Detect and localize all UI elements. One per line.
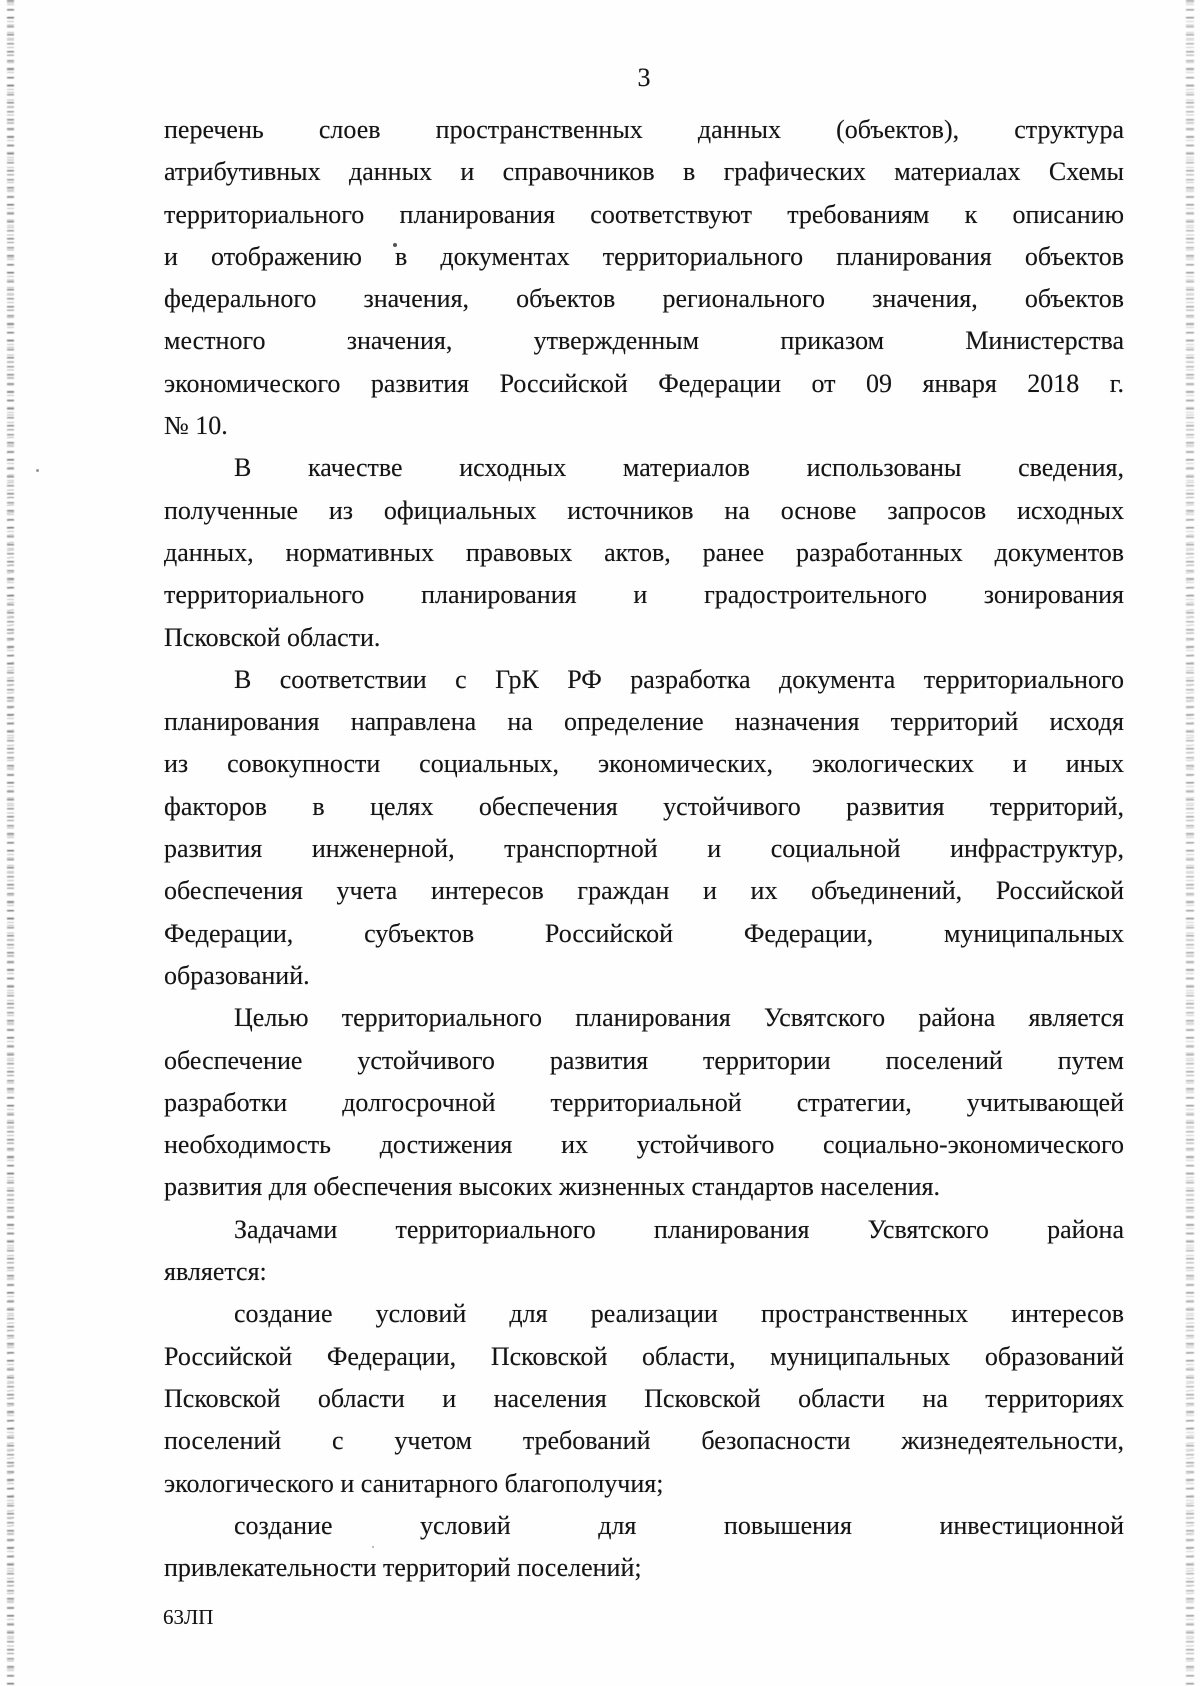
page-number: 3 [637,63,651,92]
text-line: развития инженерной, транспортной и социальной инфраструктур, [164,834,1124,864]
text-line: разработки долгосрочной территориальной стратегии, учитывающей [164,1087,1124,1117]
text-line: создание условий для повышения инвестиционной [234,1510,1124,1540]
paragraph [164,1505,1124,1590]
text-line: № 10. [164,411,228,441]
text-line: и отображению в документах территориального планирования объектов [164,241,1124,271]
paragraph [164,109,1124,447]
text-line: Псковской области. [164,622,381,652]
text-line: экономического развития Российской Федерации от 09 января 2018 г. [164,368,1124,398]
text-line: планирования направлена на определение назначения территорий исходя [164,707,1124,737]
scan-speck [36,469,39,472]
footer-code: 63ЛП [163,1605,214,1629]
text-line: местного значения, утвержденным приказом Министерства [164,326,1124,356]
text-line: территориального планирования соответствуют требованиям к описанию [164,199,1124,229]
text-line: поселений с учетом требований безопасности жизнедеятельности, [164,1426,1124,1456]
text-line: является: [164,1257,267,1287]
text-line: обеспечение устойчивого развития территории поселений путем [164,1045,1124,1075]
text-line: В качестве исходных материалов использованы сведения, [234,453,1124,483]
text-line: привлекательности территорий поселений; [164,1553,642,1583]
paragraph [164,1209,1124,1294]
text-line: федерального значения, объектов регионального значения, объектов [164,284,1124,314]
text-line: данных, нормативных правовых актов, ранее разработанных документов [164,537,1124,567]
text-line: Российской Федерации, Псковской области, муниципальных образований [164,1341,1124,1371]
text-line: Задачами территориального планирования Усвятского района [234,1214,1124,1244]
text-line: из совокупности социальных, экономических, экологических и иных [164,749,1124,779]
text-line: экологического и санитарного благополучия; [164,1468,664,1498]
scan-edge-artifact-right [1186,0,1194,1686]
text-line: факторов в целях обеспечения устойчивого развития территорий, [164,791,1124,821]
text-line: атрибутивных данных и справочников в графических материалах Схемы [164,157,1124,187]
scan-edge-artifact-left [7,0,14,1686]
text-line: обеспечения учета интересов граждан и их объединений, Российской [164,876,1124,906]
text-line: Целью территориального планирования Усвятского района является [234,1003,1124,1033]
text-line: В соответствии с ГрК РФ разработка документа территориального [234,664,1124,694]
text-line: развития для обеспечения высоких жизненных стандартов населения. [164,1172,941,1202]
text-line: полученные из официальных источников на основе запросов исходных [164,495,1124,525]
text-line: территориального планирования и градостроительного зонирования [164,580,1124,610]
paragraph [164,659,1124,997]
text-line: Федерации, субъектов Российской Федерации, муниципальных [164,918,1124,948]
paragraph [164,447,1124,658]
paragraph [164,1293,1124,1504]
text-line: Псковской области и населения Псковской области на территориях [164,1383,1124,1413]
text-line: образований. [164,960,310,990]
body-text [164,109,1124,1589]
text-line: необходимость достижения их устойчивого социально-экономического [164,1130,1124,1160]
text-line: перечень слоев пространственных данных (объектов), структура [164,115,1124,144]
text-line: создание условий для реализации пространственных интересов [234,1299,1124,1329]
paragraph [164,997,1124,1208]
